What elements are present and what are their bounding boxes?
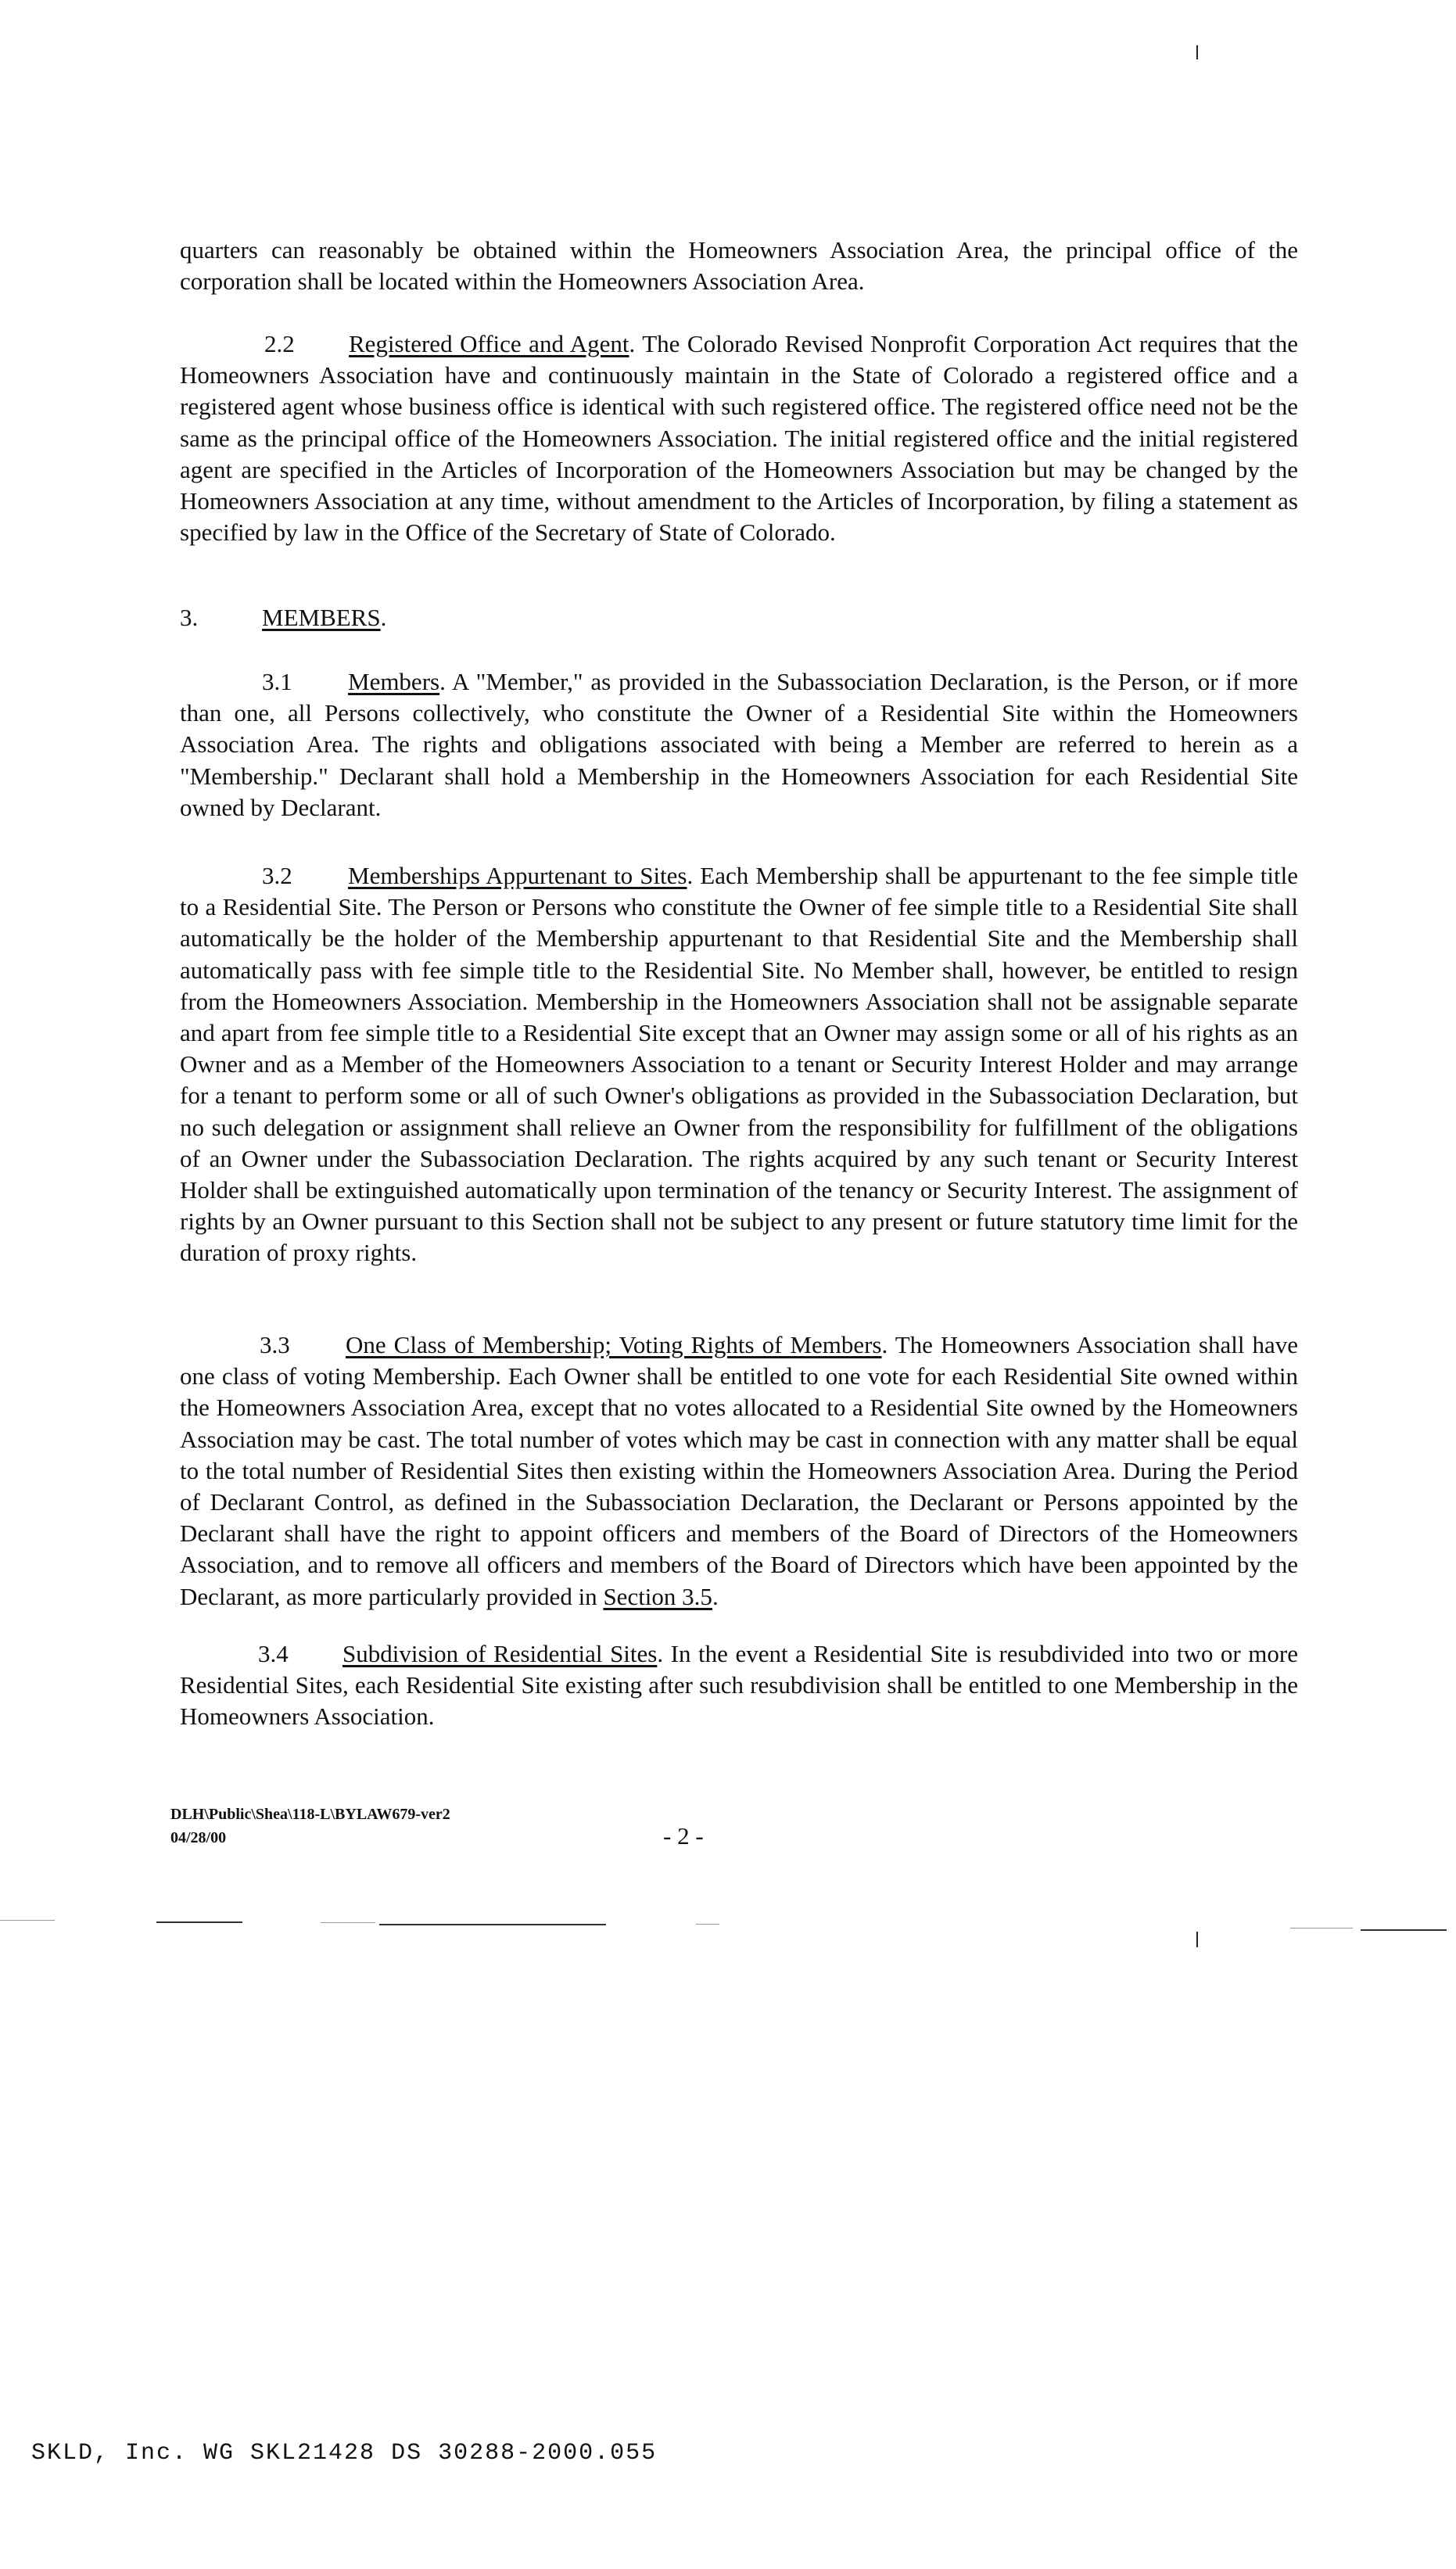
page-edge-line — [1290, 1928, 1353, 1929]
section-3-1 — [180, 666, 1298, 823]
section-title: MEMBERS — [262, 604, 381, 631]
section-number: 3.4 — [258, 1640, 289, 1667]
section-body: . The Homeowners Association shall have one class of voting Membership. Each Owner shall be entitled to one vote for each Residential Site owned within the Homeowners Association Area, except that no votes allocated to a Residential Site owned by the Homeowners Association may be cast. The total number of votes which may be cast in connection with any matter shall be equal to the total number of Residential Sites then existing within the Homeowners Association Area. During the Period of Declarant Control, as defined in the Subassociation Declaration, the Declarant or Persons appointed by the Declarant shall have the right to appoint officers and members of the Board of Directors of the Homeowners Association, and to remove all officers and members of the Board of Directors which have been appointed by the Declarant, as more particularly provided in — [180, 1331, 1298, 1610]
section-title: Subdivision of Residential Sites — [342, 1640, 658, 1667]
page-edge-line — [1361, 1929, 1447, 1931]
section-3-4 — [180, 1638, 1298, 1733]
footer-info — [170, 1803, 450, 1850]
page-edge-line — [379, 1924, 606, 1925]
section-number: 3.2 — [262, 862, 292, 889]
page-edge-line — [156, 1921, 242, 1923]
section-2-2 — [180, 328, 1298, 548]
section-title: Memberships Appurtenant to Sites — [348, 862, 687, 889]
bottom-margin-mark — [1196, 1932, 1198, 1947]
section-body: . Each Membership shall be appurtenant to the fee simple title to a Residential Site. The Person or Persons who constitute the Owner of fee simple title to a Residential Site shall automatically be the holder of the Membership appurtenant to that Residential Site and the Membership shall automatically pass with fee simple title to the Residential Site. No Member shall, however, be entitled to resign from the Homeowners Association. Membership in the Homeowners Association shall not be assignable separate and apart from fee simple title to a Residential Site except that an Owner may assign some or all of his rights as an Owner and as a Member of the Homeowners Association to a tenant or Security Interest Holder and may arrange for a tenant to perform some or all of such Owner's obligations as provided in the Subassociation Declaration, but no such delegation or assignment shall relieve an Owner from the responsibility for fulfillment of the obligations of an Owner under the Subassociation Declaration. The rights acquired by any such tenant or Security Interest Holder shall be extinguished automatically upon termination of the tenancy or Security Interest. The assignment of rights by an Owner pursuant to this Section shall not be subject to any present or future statutory time limit for the duration of proxy rights. — [180, 862, 1299, 1267]
section-title: One Class of Membership; Voting Rights of Members — [346, 1331, 882, 1358]
section-3-3 — [180, 1329, 1298, 1613]
footer-date: 04/28/00 — [170, 1829, 227, 1846]
section-3-2 — [180, 860, 1298, 1269]
section-body: . The Colorado Revised Nonprofit Corporation Act requires that the Homeowners Association have and continuously maintain in the State of Colorado a registered office and a registered agent whose business office is identical with such registered office. The registered office need not be the same as the principal office of the Homeowners Association. The initial registered office and the initial registered agent are specified in the Articles of Incorporation of the Homeowners Association but may be changed by the Homeowners Association at any time, without amendment to the Articles of Incorporation, by filing a statement as specified by law in the Office of the Secretary of State of Colorado. — [180, 330, 1298, 547]
intro-paragraph: quarters can reasonably be obtained within the Homeowners Association Area, the principal office of the corporation shall be located within the Homeowners Association Area. — [180, 236, 1298, 296]
page-number: - 2 - — [663, 1822, 704, 1850]
section-number: 3.1 — [262, 668, 292, 695]
heading-period: . — [380, 604, 387, 631]
section-number: 3.3 — [260, 1331, 290, 1358]
section-body: . A "Member," as provided in the Subassociation Declaration, is the Person, or if more than one, all Persons collectively, who constitute the Owner of a Residential Site within the Homeowners Association Area. The rights and obligations associated with being a Member are referred to herein as a "Membership." Declarant shall hold a Membership in the Homeowners Association for each Residential Site owned by Declarant. — [180, 668, 1298, 821]
page-edge-line — [0, 1920, 55, 1921]
section-end: . — [712, 1582, 719, 1610]
page-edge-line — [321, 1922, 375, 1923]
section-body: . In the event a Residential Site is resubdivided into two or more Residential Sites, each Residential Site existing after such resubdivision shall be entitled to one Membership in the Homeowners Association. — [180, 1640, 1298, 1731]
scan-stamp: SKLD, Inc. WG SKL21428 DS 30288-2000.055 — [31, 2440, 658, 2467]
section-title: Registered Office and Agent — [349, 330, 629, 357]
section-number: 2.2 — [264, 330, 295, 357]
section-number: 3. — [180, 604, 199, 631]
page-edge-line — [696, 1924, 719, 1925]
footer-file-path: DLH\Public\Shea\118-L\BYLAW679-ver2 — [170, 1806, 450, 1823]
section-title: Members — [348, 668, 440, 695]
section-3-heading — [180, 602, 1298, 633]
section-reference: Section 3.5 — [603, 1582, 712, 1610]
top-margin-mark — [1196, 45, 1198, 59]
